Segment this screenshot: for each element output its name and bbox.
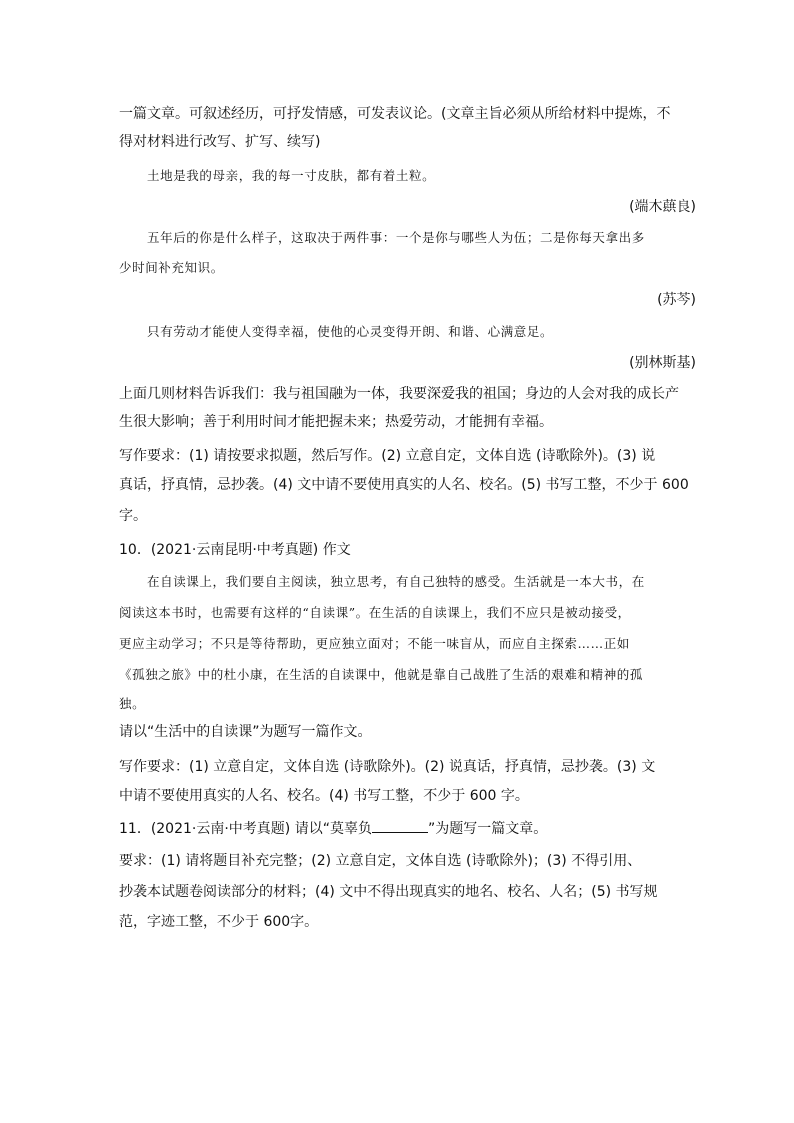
question-11-heading-post: ”为题写一篇文章。 [427, 821, 548, 837]
fill-blank [372, 820, 428, 833]
quote-author: (苏芩) [657, 292, 696, 308]
question-10-prompt: 请以“生活中的自读课”为题写一篇作文。 [119, 724, 372, 740]
quote-text: 土地是我的母亲，我的每一寸皮肤，都有着土粒。 [147, 168, 436, 183]
requirement-line: 写作要求：(1) 立意自定，文体自选 (诗歌除外)。(2) 说真话，抒真情，忌抄袭。(3) 文 [119, 759, 656, 775]
quote-text: 只有劳动才能使人变得幸福，使他的心灵变得开朗、和谐、心满意足。 [147, 324, 554, 339]
quote-author: (别林斯基) [629, 355, 696, 371]
quote-text: 五年后的你是什么样子，这取决于两件事：一个是你与哪些人为伍；二是你每天拿出多 [147, 230, 645, 245]
summary-line: 生很大影响；善于利用时间才能把握未来；热爱劳动，才能拥有幸福。 [119, 414, 553, 430]
requirement-line: 中请不要使用真实的人名、校名。(4) 书写工整，不少于 600 字。 [119, 788, 529, 804]
material-line: 阅读这本书时，也需要有这样的“自读课”。在生活的自读课上，我们不应只是被动接受， [119, 605, 631, 620]
requirement-line: 范，字迹工整，不少于 600字。 [119, 914, 319, 930]
summary-line: 上面几则材料告诉我们：我与祖国融为一体，我要深爱我的祖国；身边的人会对我的成长产 [119, 386, 679, 402]
material-line: 在自读课上，我们要自主阅读，独立思考，有自己独特的感受。生活就是一本大书，在 [147, 574, 645, 589]
question-11-heading-pre: 11．(2021·云南·中考真题) 请以“莫辜负 [119, 821, 372, 837]
intro-line: 得对材料进行改写、扩写、续写) [119, 134, 321, 150]
quote-author: (端木蕻良) [629, 199, 696, 215]
requirement-line: 写作要求：(1) 请按要求拟题，然后写作。(2) 立意自定，文体自选 (诗歌除外)。(3) 说 [119, 448, 656, 464]
requirement-line: 真话，抒真情，忌抄袭。(4) 文中请不要使用真实的人名、校名。(5) 书写工整，不少于 600 [119, 477, 689, 493]
quote-text: 少时间补充知识。 [119, 260, 224, 275]
material-line: 更应主动学习；不只是等待帮助，更应独立面对；不能一味盲从，而应自主探索……正如 [119, 636, 630, 651]
material-line: 《孤独之旅》中的杜小康，在生活的自读课中，他就是靠自己战胜了生活的艰难和精神的孤 [119, 667, 644, 682]
material-line: 独。 [119, 696, 146, 711]
question-10-heading: 10．(2021·云南昆明·中考真题) 作文 [119, 542, 351, 558]
requirement-line: 字。 [119, 508, 147, 524]
intro-line: 一篇文章。可叙述经历，可抒发情感，可发表议论。(文章主旨必须从所给材料中提炼，不 [119, 106, 671, 122]
requirement-line: 抄袭本试题卷阅读部分的材料；(4) 文中不得出现真实的地名、校名、人名；(5) 书写规 [119, 884, 658, 900]
question-11-heading [119, 819, 679, 839]
requirement-line: 要求：(1) 请将题目补充完整；(2) 立意自定，文体自选 (诗歌除外)；(3) 不得引用、 [119, 853, 642, 869]
